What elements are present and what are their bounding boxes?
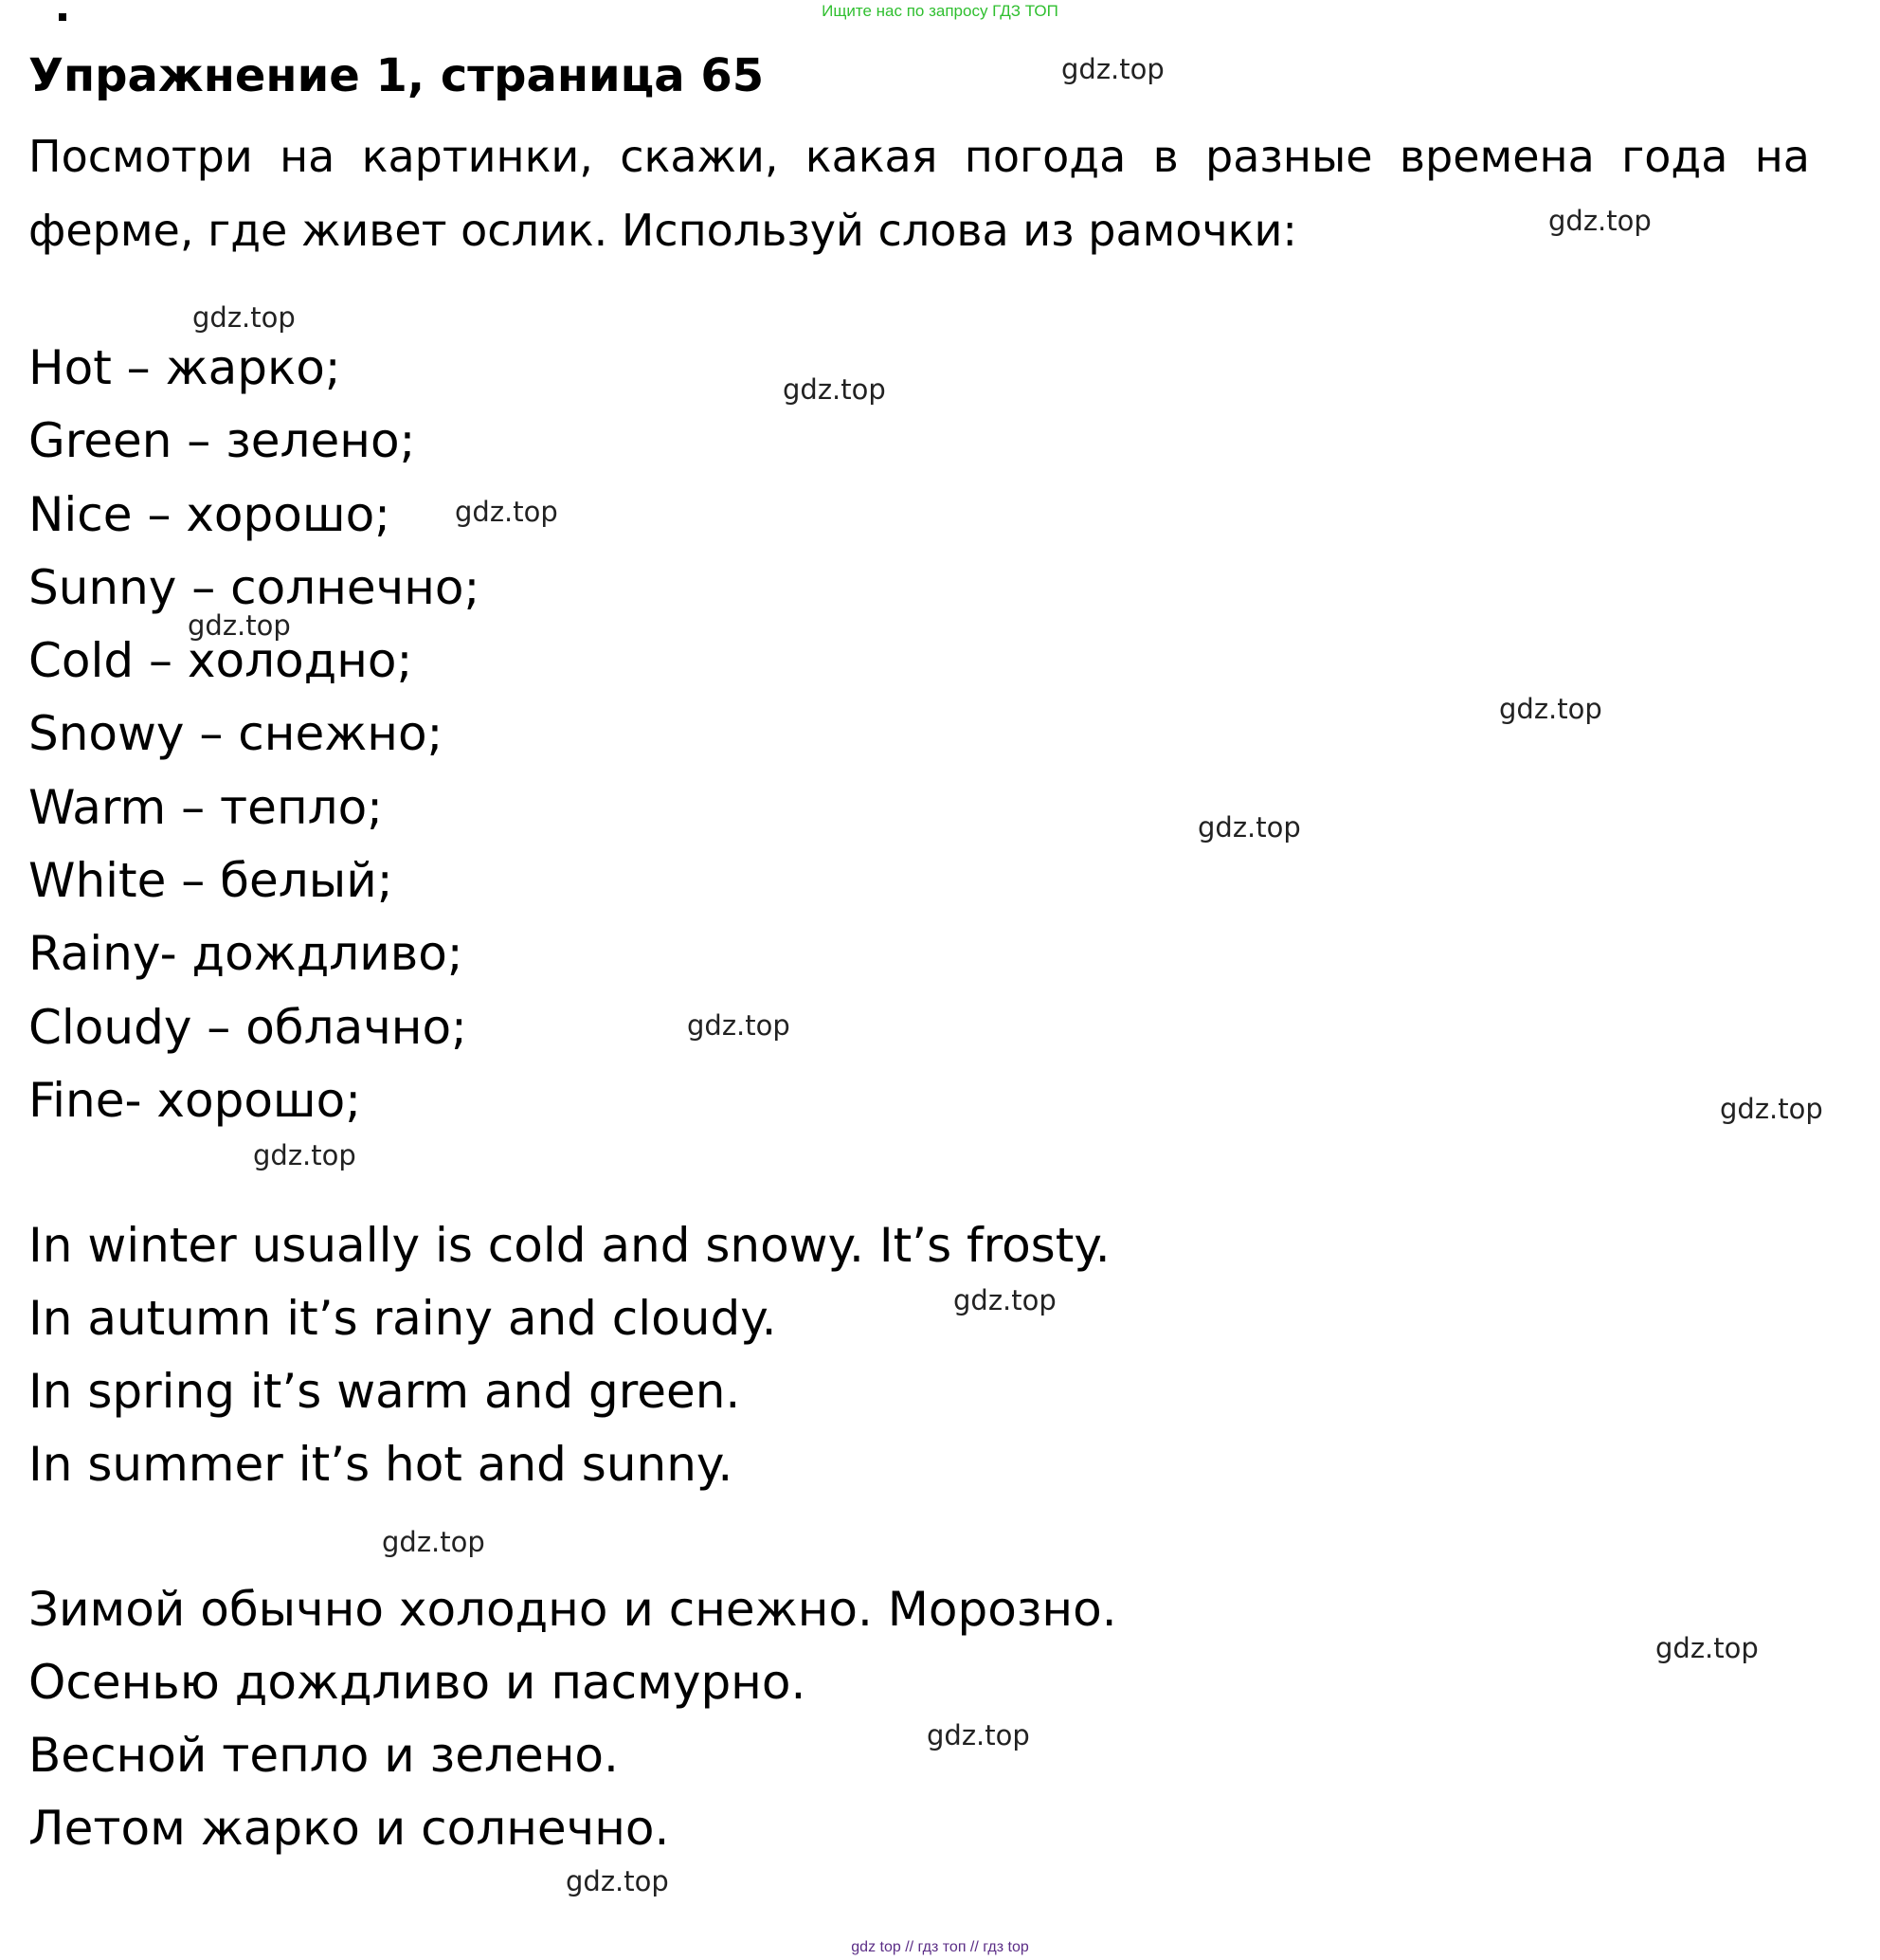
vocabulary-list xyxy=(28,332,479,1137)
watermark: gdz.top xyxy=(1499,693,1602,725)
russian-sentence: Летом жарко и солнечно. xyxy=(28,1801,670,1856)
top-banner: Ищите нас по запросу ГДЗ ТОП xyxy=(822,2,1058,20)
english-sentence: In winter usually is cold and snowy. It’s frosty. xyxy=(28,1218,1111,1273)
english-answer xyxy=(28,1209,1111,1501)
vocab-item: Sunny – солнечно; xyxy=(28,559,480,615)
watermark: gdz.top xyxy=(455,496,558,528)
vocab-item: Green – зелено; xyxy=(28,413,416,469)
watermark: gdz.top xyxy=(188,609,291,642)
english-sentence: In summer it’s hot and sunny. xyxy=(28,1437,733,1492)
english-sentence: In autumn it’s rainy and cloudy. xyxy=(28,1291,777,1346)
english-sentence: In spring it’s warm and green. xyxy=(28,1364,741,1419)
exercise-instruction: Посмотри на картинки, скажи, какая погода в разные времена года на ферме, где живет ослик. Используй слова из рамочки: xyxy=(28,131,1810,256)
watermark: gdz.top xyxy=(1061,53,1165,85)
watermark: gdz.top xyxy=(1720,1093,1823,1125)
russian-sentence: Зимой обычно холодно и снежно. Морозно. xyxy=(28,1582,1117,1637)
vocab-item: Cloudy – облачно; xyxy=(28,999,467,1055)
footer-watermark: gdz top // гдз топ // гдз top xyxy=(851,1939,1029,1955)
vocab-item: Snowy – снежно; xyxy=(28,706,443,762)
vocab-item: White – белый; xyxy=(28,853,393,909)
watermark: gdz.top xyxy=(192,301,296,334)
watermark: gdz.top xyxy=(1655,1632,1759,1664)
watermark: gdz.top xyxy=(566,1865,669,1897)
vocab-item: Fine- хорошо; xyxy=(28,1072,362,1128)
russian-sentence: Весной тепло и зелено. xyxy=(28,1728,619,1783)
watermark: gdz.top xyxy=(253,1139,356,1171)
vocab-item: Cold – холодно; xyxy=(28,633,413,689)
watermark: gdz.top xyxy=(1198,811,1301,844)
watermark: gdz.top xyxy=(1548,205,1652,237)
page-title: Упражнение 1, страница 65 xyxy=(28,49,765,102)
vocab-item: Hot – жарко; xyxy=(28,340,341,395)
russian-sentence: Осенью дождливо и пасмурно. xyxy=(28,1655,806,1710)
watermark: gdz.top xyxy=(953,1284,1057,1316)
vocab-item: Nice – хорошо; xyxy=(28,486,391,542)
corner-dot xyxy=(59,13,66,21)
watermark: gdz.top xyxy=(927,1719,1030,1751)
watermark: gdz.top xyxy=(783,373,886,406)
vocab-item: Rainy- дождливо; xyxy=(28,926,463,982)
watermark: gdz.top xyxy=(382,1526,485,1558)
vocab-item: Warm – тепло; xyxy=(28,779,384,835)
watermark: gdz.top xyxy=(687,1009,790,1042)
